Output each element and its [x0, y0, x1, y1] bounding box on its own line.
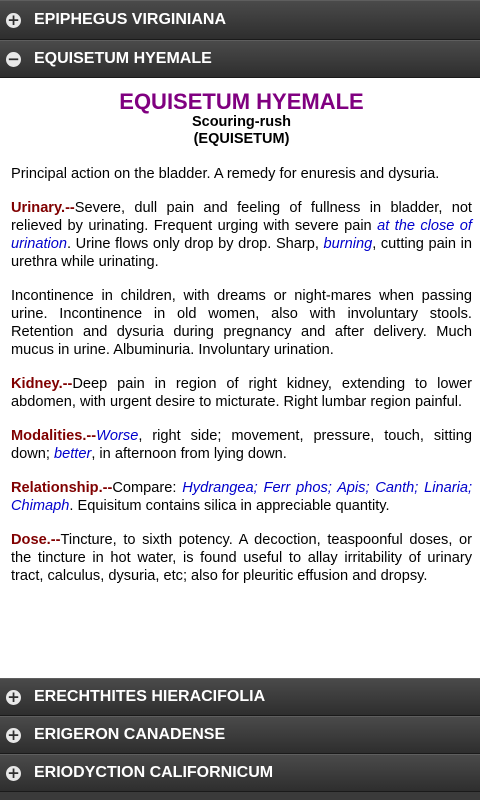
accordion-item-label: ERIGERON CANADENSE: [34, 726, 226, 743]
plus-icon: +: [7, 687, 20, 706]
paragraph-text: . Urine flows only drop by drop. Sharp,: [66, 236, 324, 252]
paragraph-text: , cutting pain in urethra while urinating.: [11, 236, 472, 270]
incontinence-paragraph: Incontinence in children, with dreams or night-mares when passing urine. Incontinence in old women, also with involuntary stools. Retention and dysuria during pregnancy and after delivery. Much mucus in urine. Albuminuria. Involuntary urination.: [11, 288, 472, 358]
paragraph-text: . Equisitum contains silica in appreciable quantity.: [69, 498, 390, 514]
plus-icon: +: [7, 725, 20, 744]
paragraph-text: Deep pain in region of right kidney, extending to lower abdomen, with urgent desire to micturate. Right lumbar region painful.: [11, 376, 472, 410]
paragraph-text: , right side; movement, pressure, touch, sitting down;: [11, 428, 472, 462]
accordion-item-label: EQUISETUM HYEMALE: [34, 50, 212, 67]
intro-paragraph: Principal action on the bladder. A remedy for enuresis and dysuria.: [11, 166, 440, 182]
accordion-item-erigeron-canadense[interactable]: [0, 716, 480, 754]
accordion-item-eriodyction-californicum[interactable]: [0, 754, 480, 792]
accordion-item-label: ERIODYCTION CALIFORNICUM: [34, 764, 274, 781]
remedy-common-name: Scouring-rush: [191, 114, 292, 130]
section-heading-relationship: Relationship.--: [11, 480, 113, 496]
remedy-title: EQUISETUM HYEMALE: [119, 89, 364, 114]
urinary-paragraph: [11, 199, 472, 271]
kidney-paragraph: [11, 375, 472, 411]
remedy-abbreviation: (EQUISETUM): [193, 131, 290, 147]
relationship-paragraph: [11, 479, 472, 515]
section-heading-kidney: Kidney.--: [11, 376, 73, 392]
accordion-item-label: EPIPHEGUS VIRGINIANA: [34, 11, 227, 28]
dose-paragraph: [11, 531, 472, 585]
paragraph-text: Severe, dull pain and feeling of fullness in bladder, not relieved by urinating. Frequent urging with severe pain: [11, 200, 472, 234]
compare-remedies-link[interactable]: Hydrangea; Ferr phos; Apis; Canth; Linaria; Chimaph: [11, 480, 473, 514]
minus-icon: −: [7, 49, 20, 68]
modalities-paragraph: [11, 427, 472, 463]
remedy-content: [0, 78, 480, 678]
accordion-item-equisetum-hyemale[interactable]: [0, 40, 480, 78]
paragraph-text: Compare:: [112, 480, 183, 496]
section-heading-modalities: Modalities.--: [11, 428, 97, 444]
better-link[interactable]: better: [54, 446, 92, 462]
worse-link[interactable]: Worse: [96, 428, 139, 444]
accordion-item-label: ERECHTHITES HIERACIFOLIA: [34, 688, 266, 705]
plus-icon: +: [7, 763, 20, 782]
section-heading-dose: Dose.--: [11, 532, 61, 548]
accordion-item-erechthites-hieracifolia[interactable]: [0, 678, 480, 716]
paragraph-text: , in afternoon from lying down.: [91, 446, 287, 462]
emphasis-link[interactable]: at the close of urination: [11, 218, 472, 252]
paragraph-text: Tincture, to sixth potency. A decoction, teaspoonful doses, or the tincture in hot water, is found useful to allay irritability of urinary tract, calculus, dysuria, etc; also for pleuritic effusion and dropsy.: [11, 532, 472, 584]
accordion-item-epiphegus-virginiana[interactable]: [0, 0, 480, 40]
plus-icon: +: [7, 10, 20, 29]
section-heading-urinary: Urinary.--: [11, 200, 75, 216]
emphasis-link[interactable]: burning: [323, 236, 373, 252]
